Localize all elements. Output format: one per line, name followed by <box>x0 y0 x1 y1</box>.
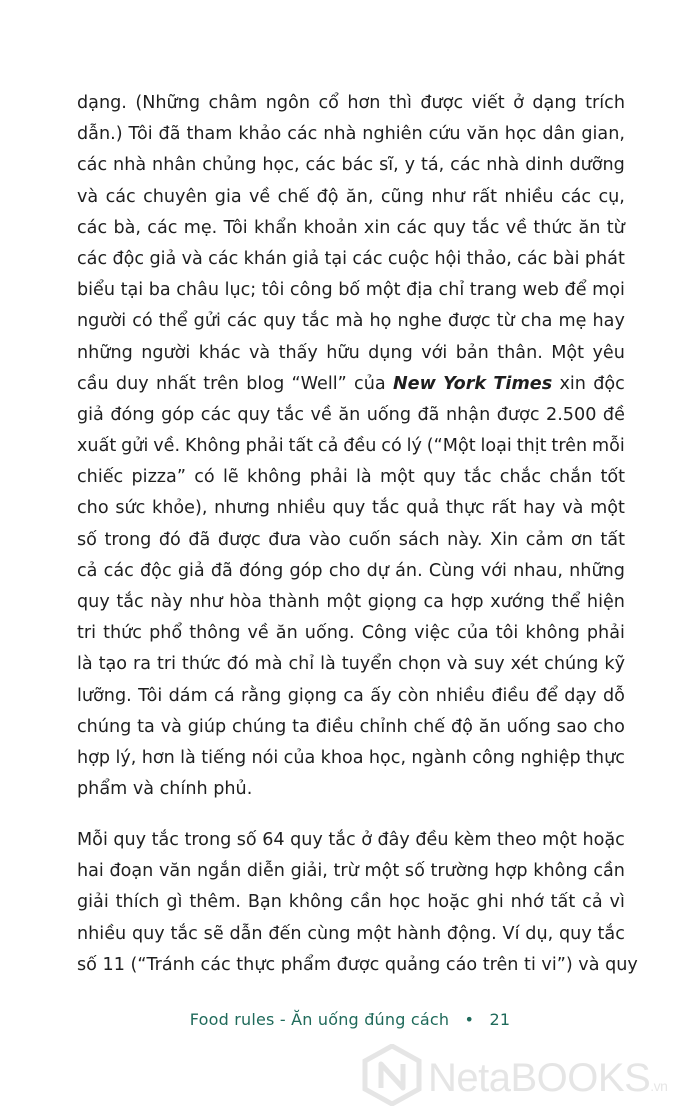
text-line: phẩm và chính phủ. <box>77 779 253 800</box>
footer-separator: • <box>464 1010 475 1029</box>
text-line: tri thức phổ thông về ăn uống. Công việc của tôi không phải <box>77 623 625 644</box>
text-line: hai đoạn văn ngắn diễn giải, trừ một số trường hợp không cần <box>77 861 625 882</box>
text-line: xuất gửi về. Không phải tất cả đều có lý (“Một loại thịt trên mỗi <box>77 436 625 457</box>
netabooks-watermark <box>362 1040 700 1110</box>
text-line: các độc giả và các khán giả tại các cuộc hội thảo, các bài phát <box>77 248 625 269</box>
text-line: là tạo ra tri thức đó mà chỉ là tuyển chọn và suy xét chúng kỹ <box>77 654 625 675</box>
page-footer <box>0 1010 700 1029</box>
netabooks-logo-icon <box>362 1044 422 1106</box>
text-line: và các chuyên gia về chế độ ăn, cũng như rất nhiều các cụ, <box>77 186 625 207</box>
watermark-text: NetaBOOKS.vn <box>428 1056 668 1100</box>
text-line: chiếc pizza” có lẽ không phải là một quy tắc chắc chắn tốt <box>77 467 625 488</box>
text-line: cầu duy nhất trên blog “Well” của New York Times xin độc <box>77 373 625 394</box>
footer-book-title: Food rules - Ăn uống đúng cách <box>189 1010 450 1029</box>
text-line: dạng. (Những châm ngôn cổ hơn thì được viết ở dạng trích <box>77 93 625 113</box>
text-line: người có thể gửi các quy tắc mà họ nghe được từ cha mẹ hay <box>77 311 625 332</box>
text-line: số trong đó đã được đưa vào cuốn sách này. Xin cảm ơn tất <box>77 529 625 550</box>
text-line: hợp lý, hơn là tiếng nói của khoa học, ngành công nghiệp thực <box>77 747 625 768</box>
text-line: dẫn.) Tôi đã tham khảo các nhà nghiên cứu văn học dân gian, <box>77 124 625 145</box>
text-line: giả đóng góp các quy tắc về ăn uống đã nhận được 2.500 đề <box>77 404 625 425</box>
text-line: cả các độc giả đã đóng góp cho dự án. Cùng với nhau, những <box>77 560 625 581</box>
text-line: những người khác và thấy hữu dụng với bản thân. Một yêu <box>77 342 625 363</box>
paragraph-2 <box>77 825 638 981</box>
text-line: cho sức khỏe), nhưng nhiều quy tắc quả thực rất hay và một <box>77 498 625 519</box>
text-line: chúng ta và giúp chúng ta điều chỉnh chế độ ăn uống sao cho <box>77 716 625 737</box>
text-line: các bà, các mẹ. Tôi khẩn khoản xin các quy tắc về thức ăn từ <box>77 217 625 238</box>
text-line: Mỗi quy tắc trong số 64 quy tắc ở đây đều kèm theo một hoặc <box>77 830 625 850</box>
text-line: giải thích gì thêm. Bạn không cần học hoặc ghi nhớ tất cả vì <box>77 892 625 913</box>
text-line: quy tắc này như hòa thành một giọng ca hợp xướng thể hiện <box>77 592 625 612</box>
text-line: nhiều quy tắc sẽ dẫn đến cùng một hành động. Ví dụ, quy tắc <box>77 923 625 944</box>
paragraph-1 <box>77 88 625 805</box>
text-line: lưỡng. Tôi dám cá rằng giọng ca ấy còn nhiều điều để dạy dỗ <box>77 685 625 706</box>
page-number: 21 <box>489 1010 511 1029</box>
text-line: các nhà nhân chủng học, các bác sĩ, y tá, các nhà dinh dưỡng <box>77 155 625 176</box>
text-line: số 11 (“Tránh các thực phẩm được quảng cáo trên ti vi”) và quy <box>77 954 638 975</box>
text-line: biểu tại ba châu lục; tôi công bố một địa chỉ trang web để mọi <box>77 280 625 301</box>
